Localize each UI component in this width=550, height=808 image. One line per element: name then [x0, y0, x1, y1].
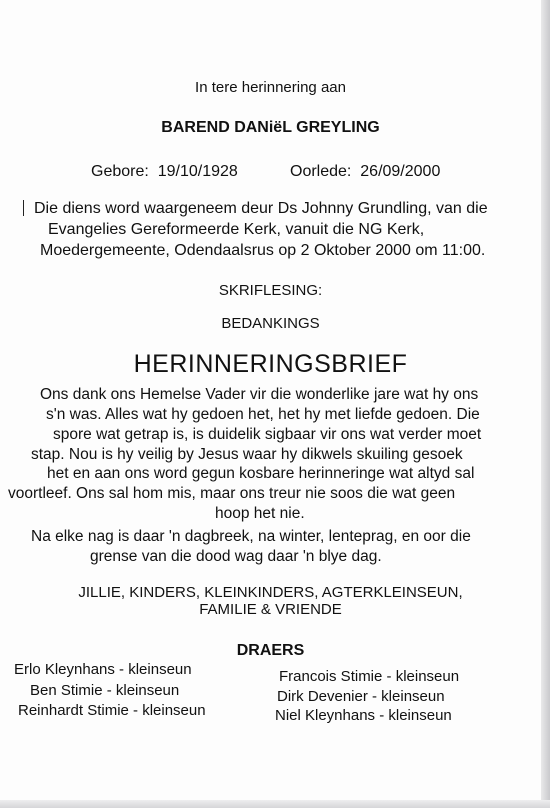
born-value: 19/10/1928: [157, 163, 238, 180]
family-line-1: JILLIE, KINDERS, KLEINKINDERS, AGTERKLEINSEUN,: [78, 584, 463, 601]
letter-line-7: hoop het nie.: [215, 505, 305, 522]
letter-line-9: grense van die dood wag daar 'n blye dag.: [90, 548, 382, 565]
death-value: 26/09/2000: [360, 163, 441, 180]
letter-line-1: Ons dank ons Hemelse Vader vir die wonderlike jare wat hy ons: [40, 386, 479, 403]
service-line-2: Evangelies Gereformeerde Kerk, vanuit die NG Kerk,: [48, 221, 425, 238]
service-line-3: Moedergemeente, Odendaalsrus op 2 Oktober 2000 om 11:00.: [40, 242, 486, 259]
born-label: Gebore:: [91, 163, 149, 180]
bearer-left-2: Ben Stimie - kleinseun: [30, 682, 180, 699]
bearer-left-3: Reinhardt Stimie - kleinseun: [18, 702, 206, 719]
deceased-name: BAREND DANiëL GREYLING: [161, 119, 380, 136]
thanks-heading: BEDANKINGS: [221, 315, 320, 332]
letter-line-3: spore wat getrap is, is duidelik sigbaar vir ons wat verder moet: [53, 426, 482, 443]
letter-line-6: voortleef. Ons sal hom mis, maar ons treur nie soos die wat geen: [8, 485, 456, 502]
bearer-right-2: Dirk Devenier - kleinseun: [277, 688, 445, 705]
family-line-2: FAMILIE & VRIENDE: [199, 601, 342, 618]
letter-line-8: Na elke nag is daar 'n dagbreek, na winter, lenteprag, en oor die: [31, 528, 471, 545]
letter-line-2: s'n was. Alles wat hy gedoen het, het hy met liefde gedoen. Die: [46, 406, 480, 423]
bearer-left-1: Erlo Kleynhans - kleinseun: [14, 661, 192, 678]
scripture-heading: SKRIFLESING:: [218, 282, 323, 299]
intro-text: In tere herinnering aan: [195, 79, 346, 96]
letter-line-5: het en aan ons word gegun kosbare herinneringe wat altyd sal: [47, 465, 475, 482]
page-bottom-edge: [0, 800, 550, 808]
born-date: [91, 164, 238, 180]
death-label: Oorlede:: [290, 163, 352, 180]
death-date: [290, 164, 440, 180]
bearers-heading: DRAERS: [236, 642, 305, 659]
letter-title: HERINNERINGSBRIEF: [133, 350, 408, 378]
bearer-right-1: Francois Stimie - kleinseun: [279, 668, 460, 685]
bearer-right-3: Niel Kleynhans - kleinseun: [275, 707, 452, 724]
margin-mark: [23, 200, 24, 216]
page-right-edge: [541, 0, 550, 808]
letter-line-4: stap. Nou is hy veilig by Jesus waar hy dikwels skuiling gesoek: [31, 446, 463, 463]
service-line-1: Die diens word waargeneem deur Ds Johnny Grundling, van die: [34, 200, 488, 217]
